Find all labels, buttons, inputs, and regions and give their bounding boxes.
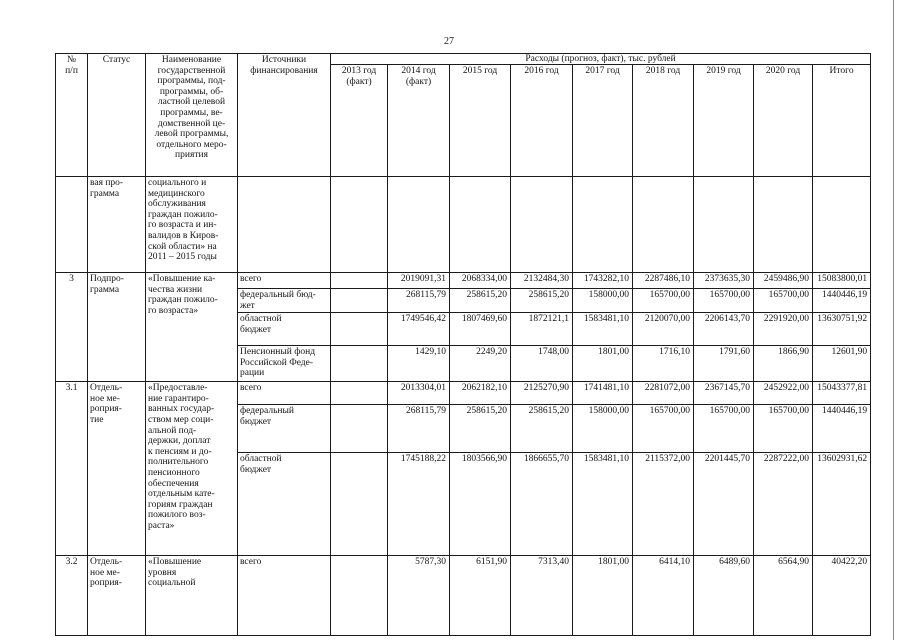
row-3-1-regional-2017: 1583481,10 xyxy=(573,453,633,556)
header-year-2020: 2020 год xyxy=(754,65,813,177)
row-continuation-2017 xyxy=(573,177,633,273)
row-3-1-federal-2015: 258615,20 xyxy=(450,405,511,453)
row-3-2-total-sum: 40422,20 xyxy=(813,556,871,636)
row-3-2-total-2020: 6564,90 xyxy=(754,556,813,636)
row-3-total-2018: 2287486,10 xyxy=(633,273,694,289)
header-expenses: Расходы (прогноз, факт), тыс. рублей xyxy=(331,54,871,65)
row-3-pension-2014: 1429,10 xyxy=(388,346,450,382)
header-total: Итого xyxy=(813,65,871,177)
row-3-2-total-2018: 6414,10 xyxy=(633,556,694,636)
row-3-federal-2015: 258615,20 xyxy=(450,289,511,313)
row-3-pension-2020: 1866,90 xyxy=(754,346,813,382)
row-3-1-regional-2019: 2201445,70 xyxy=(694,453,754,556)
row-3-regional-2017: 1583481,10 xyxy=(573,313,633,346)
row-3-1-source-federal: федеральный бюджет xyxy=(238,405,331,453)
row-continuation-status: вая про- грамма xyxy=(88,177,146,273)
row-continuation-2016 xyxy=(511,177,573,273)
row-3-2-total-2015: 6151,90 xyxy=(450,556,511,636)
row-3-1-total-line xyxy=(56,382,871,405)
row-3-1-total-sum: 15043377,81 xyxy=(813,382,871,405)
row-3-1-federal-2013 xyxy=(331,405,388,453)
row-3-1-federal-sum: 1440446,19 xyxy=(813,405,871,453)
row-3-1-regional-2020: 2287222,00 xyxy=(754,453,813,556)
row-3-2-status: Отдель- ное ме- роприя- xyxy=(88,556,146,636)
row-3-2-number: 3.2 xyxy=(56,556,88,636)
row-continuation-2013 xyxy=(331,177,388,273)
row-3-pension-2016: 1748,00 xyxy=(511,346,573,382)
row-3-federal-2017: 158000,00 xyxy=(573,289,633,313)
row-3-federal-2018: 165700,00 xyxy=(633,289,694,313)
page-number: 27 xyxy=(444,36,454,47)
row-3-1-regional-2015: 1803566,90 xyxy=(450,453,511,556)
header-year-2018: 2018 год xyxy=(633,65,694,177)
row-3-pension-2018: 1716,10 xyxy=(633,346,694,382)
row-3-2-total-2013 xyxy=(331,556,388,636)
row-3-1-name: «Предоставле- ние гарантиро- ванных государ- ством мер соци- альной под- держки, доплат к пенсиям и до- полнительного пенсионного обеспечения отдельным кате- гориям граждан пожилого воз- раста» xyxy=(146,382,238,556)
row-3-2-source-total: всего xyxy=(238,556,331,636)
row-3-status: Подпро- грамма xyxy=(88,273,146,382)
row-3-1-federal-2019: 165700,00 xyxy=(694,405,754,453)
row-3-1-federal-2020: 165700,00 xyxy=(754,405,813,453)
row-3-total-2020: 2459486,90 xyxy=(754,273,813,289)
row-continuation-sum xyxy=(813,177,871,273)
row-continuation-2014 xyxy=(388,177,450,273)
row-3-1-federal-2014: 268115,79 xyxy=(388,405,450,453)
row-3-pension-sum: 12601,90 xyxy=(813,346,871,382)
header-year-2013: 2013 год (факт) xyxy=(331,65,388,177)
row-3-1-source-regional: областной бюджет xyxy=(238,453,331,556)
row-3-2-total-line xyxy=(56,556,871,636)
scan-edge-line xyxy=(893,0,894,640)
row-3-federal-2013 xyxy=(331,289,388,313)
row-3-1-total-2019: 2367145,70 xyxy=(694,382,754,405)
row-3-1-regional-2014: 1745188,22 xyxy=(388,453,450,556)
row-3-total-2015: 2068334,00 xyxy=(450,273,511,289)
row-3-federal-2019: 165700,00 xyxy=(694,289,754,313)
row-3-total-2014: 2019091,31 xyxy=(388,273,450,289)
row-3-1-federal-2018: 165700,00 xyxy=(633,405,694,453)
row-3-regional-2015: 1807469,60 xyxy=(450,313,511,346)
row-3-federal-2016: 258615,20 xyxy=(511,289,573,313)
row-3-2-total-2019: 6489,60 xyxy=(694,556,754,636)
row-continuation-source xyxy=(238,177,331,273)
row-3-total-sum: 15083800,01 xyxy=(813,273,871,289)
row-continuation-number xyxy=(56,177,88,273)
row-3-total-2013 xyxy=(331,273,388,289)
row-3-name: «Повышение ка- чества жизни граждан пожило- го возраста» xyxy=(146,273,238,382)
row-3-2-total-2014: 5787,30 xyxy=(388,556,450,636)
row-continuation-name: социального и медицинского обслуживания граждан пожило- го возраста и ин- валидов в Киров- ской области» на 2011 – 2015 годы xyxy=(146,177,238,273)
row-3-2-total-2016: 7313,40 xyxy=(511,556,573,636)
row-3-2-name: «Повышение уровня социальной xyxy=(146,556,238,636)
header-year-2016: 2016 год xyxy=(511,65,573,177)
row-3-regional-2019: 2206143,70 xyxy=(694,313,754,346)
row-3-1-federal-2016: 258615,20 xyxy=(511,405,573,453)
row-3-regional-2016: 1872121,1 xyxy=(511,313,573,346)
header-funding-sources: Источники финансирования xyxy=(238,54,331,177)
row-3-1-total-2015: 2062182,10 xyxy=(450,382,511,405)
row-3-1-regional-2018: 2115372,00 xyxy=(633,453,694,556)
row-3-1-total-2018: 2281072,00 xyxy=(633,382,694,405)
header-program-name: Наименование государственной программы, под- программы, об- ластной целевой программы, ве- домственной це- левой программы, отдельного меро- приятия xyxy=(146,54,238,177)
row-3-1-status: Отдель- ное ме- роприя- тие xyxy=(88,382,146,556)
row-3-source-total: всего xyxy=(238,273,331,289)
row-3-regional-sum: 13630751,92 xyxy=(813,313,871,346)
row-3-1-regional-sum: 13602931,62 xyxy=(813,453,871,556)
row-3-pension-2013 xyxy=(331,346,388,382)
row-3-2-total-2017: 1801,00 xyxy=(573,556,633,636)
row-3-total-line xyxy=(56,273,871,289)
row-3-1-total-2016: 2125270,90 xyxy=(511,382,573,405)
row-3-regional-2013 xyxy=(331,313,388,346)
row-continuation-2015 xyxy=(450,177,511,273)
header-year-2017: 2017 год xyxy=(573,65,633,177)
row-3-1-total-2014: 2013304,01 xyxy=(388,382,450,405)
header-year-2019: 2019 год xyxy=(694,65,754,177)
row-3-federal-2020: 165700,00 xyxy=(754,289,813,313)
header-year-2015: 2015 год xyxy=(450,65,511,177)
row-3-1-total-2017: 1741481,10 xyxy=(573,382,633,405)
header-year-2014: 2014 год (факт) xyxy=(388,65,450,177)
row-3-regional-2020: 2291920,00 xyxy=(754,313,813,346)
row-3-1-total-2013 xyxy=(331,382,388,405)
budget-table xyxy=(55,53,871,636)
row-3-federal-2014: 268115,79 xyxy=(388,289,450,313)
row-3-total-2019: 2373635,30 xyxy=(694,273,754,289)
row-3-pension-2017: 1801,00 xyxy=(573,346,633,382)
row-3-pension-2019: 1791,60 xyxy=(694,346,754,382)
row-3-1-source-total: всего xyxy=(238,382,331,405)
header-status: Статус xyxy=(88,54,146,177)
row-continuation-2018 xyxy=(633,177,694,273)
header-number: № п/п xyxy=(56,54,88,177)
row-3-regional-2014: 1749546,42 xyxy=(388,313,450,346)
row-3-pension-2015: 2249,20 xyxy=(450,346,511,382)
row-3-source-federal: федеральный бюд- жет xyxy=(238,289,331,313)
row-3-1-regional-2013 xyxy=(331,453,388,556)
header-row-top xyxy=(56,54,871,65)
row-3-1-federal-2017: 158000,00 xyxy=(573,405,633,453)
row-3-number: 3 xyxy=(56,273,88,382)
row-3-1-total-2020: 2452922,00 xyxy=(754,382,813,405)
row-continuation-2019 xyxy=(694,177,754,273)
row-3-federal-sum: 1440446,19 xyxy=(813,289,871,313)
row-continuation-2020 xyxy=(754,177,813,273)
row-3-regional-2018: 2120070,00 xyxy=(633,313,694,346)
row-continuation xyxy=(56,177,871,273)
row-3-total-2016: 2132484,30 xyxy=(511,273,573,289)
row-3-source-regional: областной бюджет xyxy=(238,313,331,346)
row-3-total-2017: 1743282,10 xyxy=(573,273,633,289)
row-3-source-pension-fund: Пенсионный фонд Российской Феде- рации xyxy=(238,346,331,382)
row-3-1-number: 3.1 xyxy=(56,382,88,556)
row-3-1-regional-2016: 1866655,70 xyxy=(511,453,573,556)
